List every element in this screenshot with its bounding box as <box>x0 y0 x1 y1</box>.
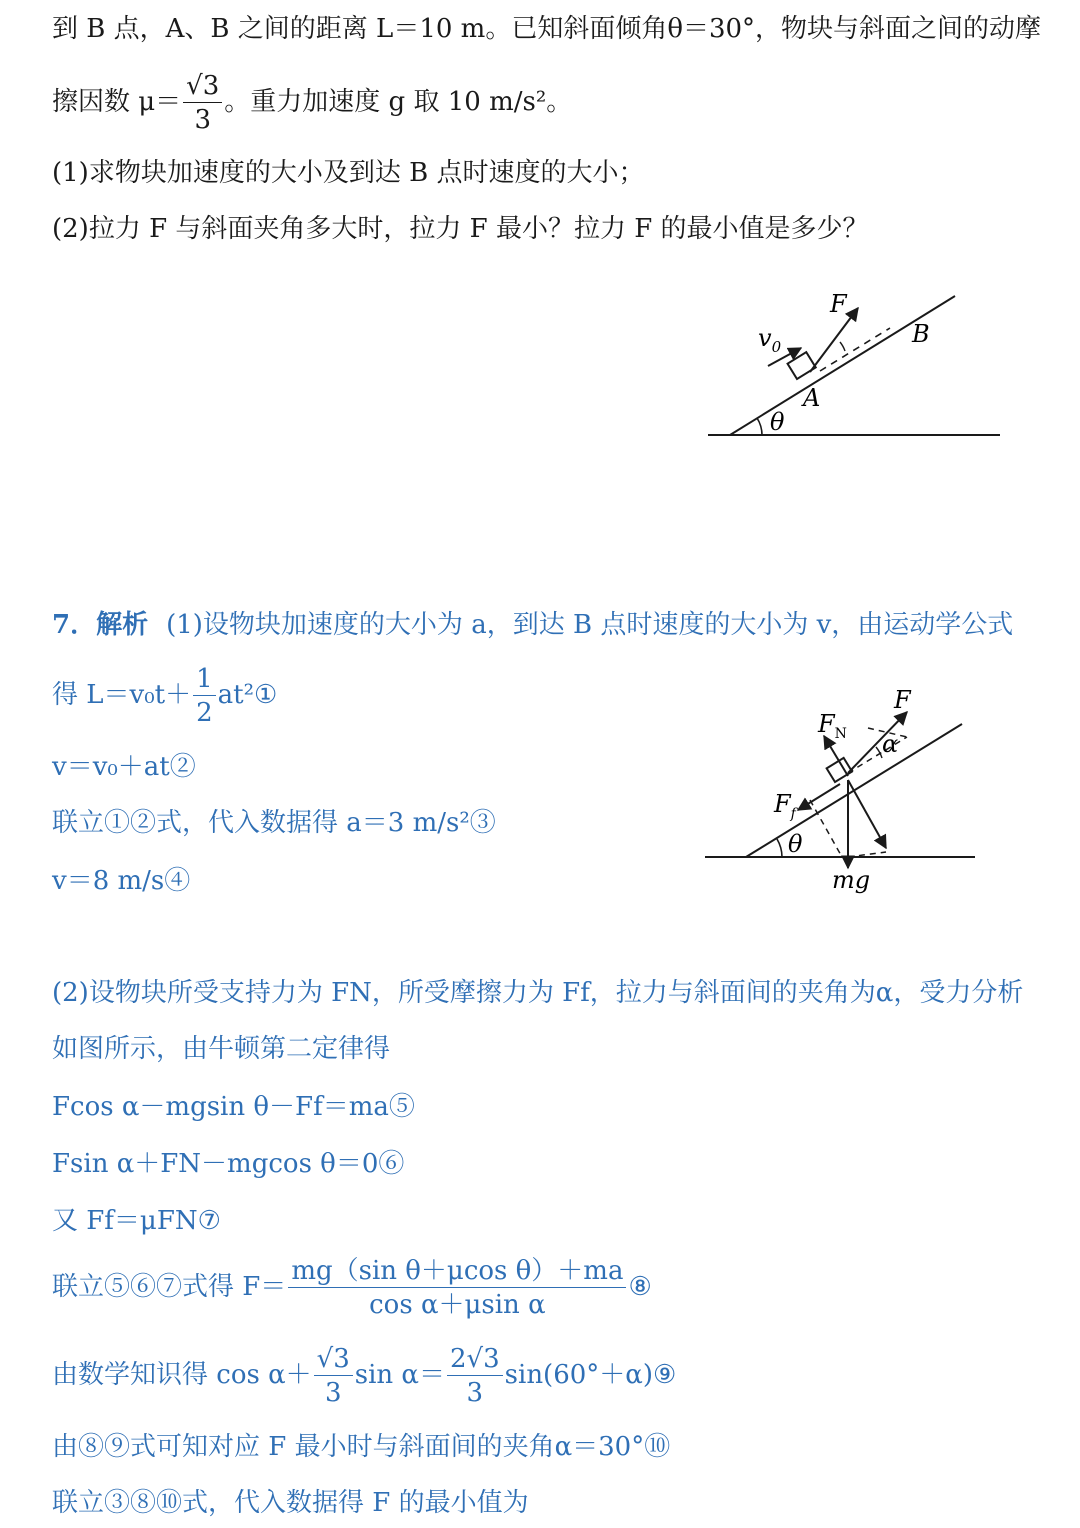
equation-1: 得 L＝v₀t＋ $\frac{1}{2}$ at²① <box>52 664 278 728</box>
label-theta-2: θ <box>788 830 803 858</box>
sqrt3-over-3-fraction: $\frac{√3}{3}$ <box>314 1346 353 1406</box>
label-alpha: α <box>882 730 899 758</box>
solution-part2-line1: (2)设物块所受支持力为 FN，所受摩擦力为 Ff，拉力与斜面间的夹角为α，受力分析 <box>52 978 1024 1008</box>
gravity-text: 。重力加速度 g 取 10 m/s²。 <box>224 87 573 117</box>
label-theta: θ <box>770 408 785 436</box>
theta-arc <box>757 418 762 435</box>
question-1: (1)求物块加速度的大小及到达 B 点时速度的大小； <box>52 158 645 188</box>
label-Ff: $F_f$ <box>774 790 796 822</box>
label-B: B <box>912 320 930 348</box>
solution-heading: 7．解析 <box>52 610 149 640</box>
equation-6: Fsin α＋FN－mgcos θ＝0⑥ <box>52 1149 405 1179</box>
equation-7: 又 Ff＝μFN⑦ <box>52 1206 221 1236</box>
equation-10: 由⑧⑨式可知对应 F 最小时与斜面间的夹角α＝30°⑩ <box>52 1432 671 1462</box>
two-sqrt3-over-3-fraction: $\frac{2√3}{3}$ <box>447 1346 503 1406</box>
equation-5: Fcos α－mgsin θ－Ff＝ma⑤ <box>52 1092 415 1122</box>
force-diagram <box>700 680 985 895</box>
equation-4: v＝8 m/s④ <box>52 866 191 896</box>
force-Ff-arrow <box>798 784 840 810</box>
equation-8: 联立⑤⑥⑦式得 F＝ $\frac{\text{mg（sin θ＋μcos θ）＋ma}}{\text{cos α＋μsin α}}$ ⑧ <box>52 1256 652 1320</box>
label-FN: $F_N$ <box>818 710 847 742</box>
label-A: A <box>803 384 821 412</box>
label-F: F <box>830 290 847 318</box>
label-v0: $v_0$ <box>758 324 782 356</box>
problem-line-2 <box>52 72 572 133</box>
alpha-arc <box>840 342 845 351</box>
force-component-arrow <box>848 780 886 848</box>
question-2: (2)拉力 F 与斜面夹角多大时，拉力 F 最小？拉力 F 的最小值是多少？ <box>52 214 869 244</box>
theta-arc-2 <box>777 839 782 857</box>
label-mg: mg <box>832 866 871 894</box>
solution-part1-text: (1)设物块加速度的大小为 a，到达 B 点时速度的大小为 v，由运动学公式 <box>166 610 1014 640</box>
solution-intro <box>52 608 1013 642</box>
equation-3: 联立①②式，代入数据得 a＝3 m/s²③ <box>52 808 496 838</box>
equation-11: 联立③⑧⑩式，代入数据得 F 的最小值为 <box>52 1488 529 1518</box>
dashed-extension <box>820 328 890 371</box>
solution-part2-line2: 如图所示，由牛顿第二定律得 <box>52 1034 391 1064</box>
half-fraction: $\frac{1}{2}$ <box>193 666 216 726</box>
label-F-2: F <box>894 686 911 714</box>
mu-label: 擦因数 μ＝ <box>52 87 182 117</box>
problem-line-1: 到 B 点，A、B 之间的距离 L＝10 m。已知斜面倾角θ＝30°，物块与斜面之间的动摩 <box>52 14 1042 44</box>
equation-9: 由数学知识得 cos α＋ $\frac{√3}{3}$ sin α＝ $\frac{2√3}{3}$ sin(60°＋α)⑨ <box>52 1344 677 1408</box>
equation-2: v＝v₀＋at② <box>52 752 196 782</box>
incline-figure <box>700 280 1010 445</box>
block <box>788 352 816 379</box>
mu-fraction: $\frac{√3}{3}$ <box>183 73 222 133</box>
F-fraction: $\frac{\text{mg（sin θ＋μcos θ）＋ma}}{\text{cos α＋μsin α}}$ <box>288 1258 626 1318</box>
